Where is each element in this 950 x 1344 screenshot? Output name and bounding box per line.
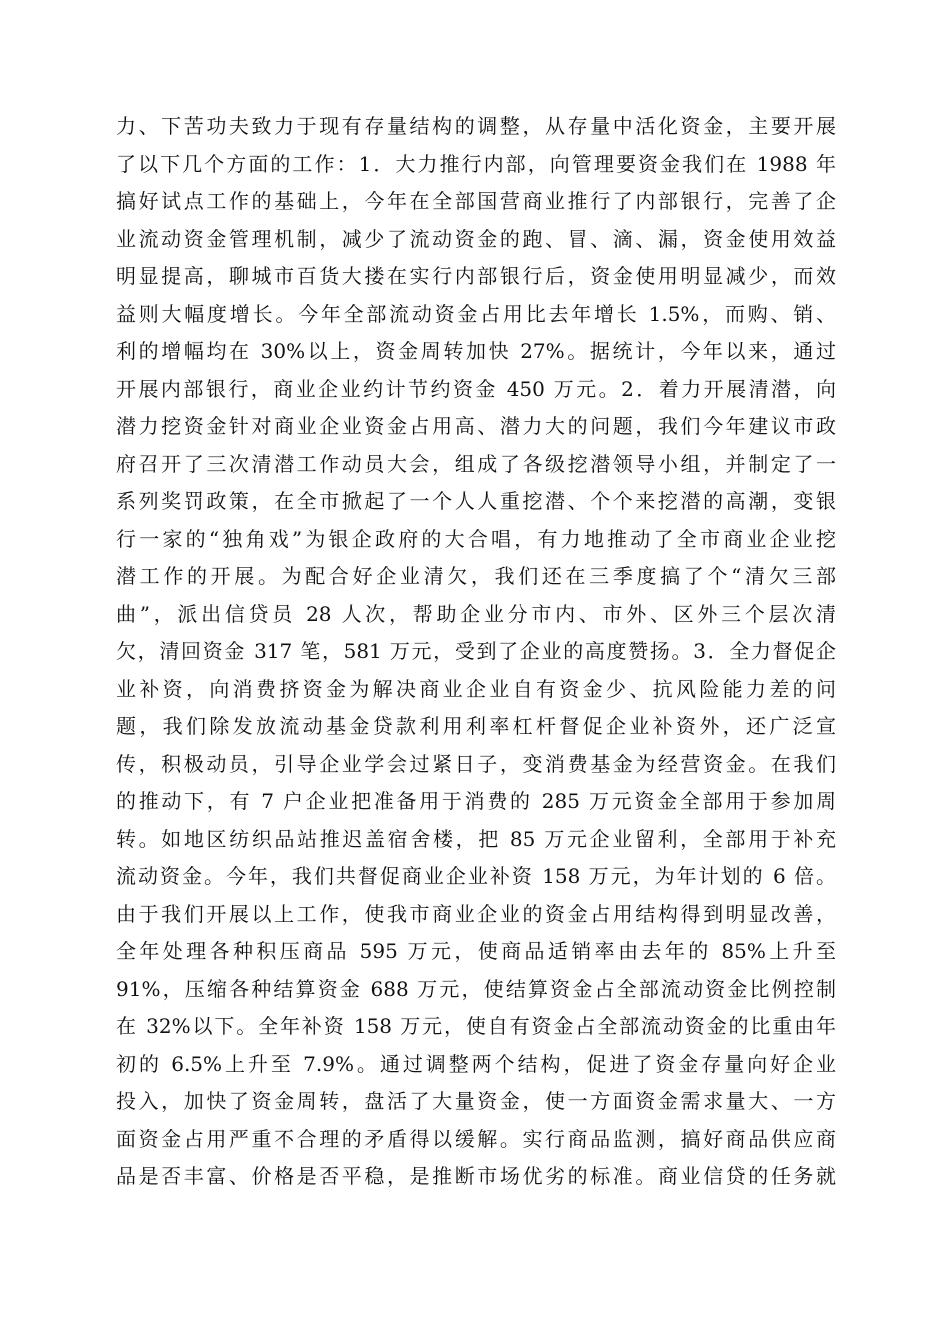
text-line: 品是否丰富、价格是否平稳，是推断市场优劣的标准。商业信贷的任务就 [116,1164,836,1188]
text-line: 业流动资金管理机制，减少了流动资金的跑、冒、滴、漏，资金使用效益 [116,226,836,251]
text-line: 系列奖罚政策，在全市掀起了一个人人重挖潜、个个来挖潜的高潮，变银 [116,489,836,513]
text-line: 府召开了三次清潜工作动员大会，组成了各级挖潜领导小组，并制定了一 [116,451,836,476]
text-line: 在 32%以下。全年补资 158 万元，使自有资金占全部流动资金的比重由年 [116,1014,836,1038]
text-line: 益则大幅度增长。今年全部流动资金占用比去年增长 1.5%，而购、销、 [116,301,836,326]
text-line: 行一家的“独角戏”为银企政府的大合唱，有力地推动了全市商业企业挖 [116,526,836,551]
text-line: 欠，清回资金 317 笔，581 万元，受到了企业的高度赞扬。3．全力督促企 [116,639,836,663]
text-line: 力、下苦功夫致力于现有存量结构的调整，从存量中活化资金，主要开展 [116,114,836,138]
text-line: 91%，压缩各种结算资金 688 万元，使结算资金占全部流动资金比例控制 [116,976,836,1001]
text-line: 的推动下，有 7 户企业把准备用于消费的 285 万元资金全部用于参加周 [116,789,836,813]
text-line: 业补资，向消费挤资金为解决商业企业自有资金少、抗风险能力差的问 [116,676,836,701]
text-line: 流动资金。今年，我们共督促商业企业补资 158 万元，为年计划的 6 倍。 [116,864,836,888]
body-text [116,108,836,1196]
text-line: 潜工作的开展。为配合好企业清欠，我们还在三季度搞了个“清欠三部 [116,564,836,588]
text-line: 搞好试点工作的基础上，今年在全部国营商业推行了内部银行，完善了企 [116,189,836,213]
text-line: 开展内部银行，商业企业约计节约资金 450 万元。2．着力开展清潜，向 [116,376,836,401]
text-line: 明显提高，聊城市百货大搂在实行内部银行后，资金使用明显减少，而效 [116,264,836,288]
text-line: 曲”，派出信贷员 28 人次，帮助企业分市内、市外、区外三个层次清 [116,601,836,626]
text-line: 题，我们除发放流动基金贷款利用利率杠杆督促企业补资外，还广泛宣 [116,714,836,738]
text-line: 了以下几个方面的工作：1．大力推行内部，向管理要资金我们在 1988 年 [116,151,836,176]
text-line: 转。如地区纺织品站推迟盖宿舍楼，把 85 万元企业留利，全部用于补充 [116,826,836,851]
text-line: 潜力挖资金针对商业企业资金占用高、潜力大的问题，我们今年建议市政 [116,414,836,438]
text-line: 初的 6.5%上升至 7.9%。通过调整两个结构，促进了资金存量向好企业 [116,1051,836,1076]
text-line: 全年处理各种积压商品 595 万元，使商品适销率由去年的 85%上升至 [116,939,836,963]
text-line: 由于我们开展以上工作，使我市商业企业的资金占用结构得到明显改善， [116,901,836,926]
text-line: 利的增幅均在 30%以上，资金周转加快 27%。据统计，今年以来，通过 [116,339,836,363]
text-line: 传，积极动员，引导企业学会过紧日子，变消费基金为经营资金。在我们 [116,751,836,776]
text-line: 投入，加快了资金周转，盘活了大量资金，使一方面资金需求量大、一方 [116,1089,836,1113]
text-line: 面资金占用严重不合理的矛盾得以缓解。实行商品监测，搞好商品供应商 [116,1126,836,1151]
